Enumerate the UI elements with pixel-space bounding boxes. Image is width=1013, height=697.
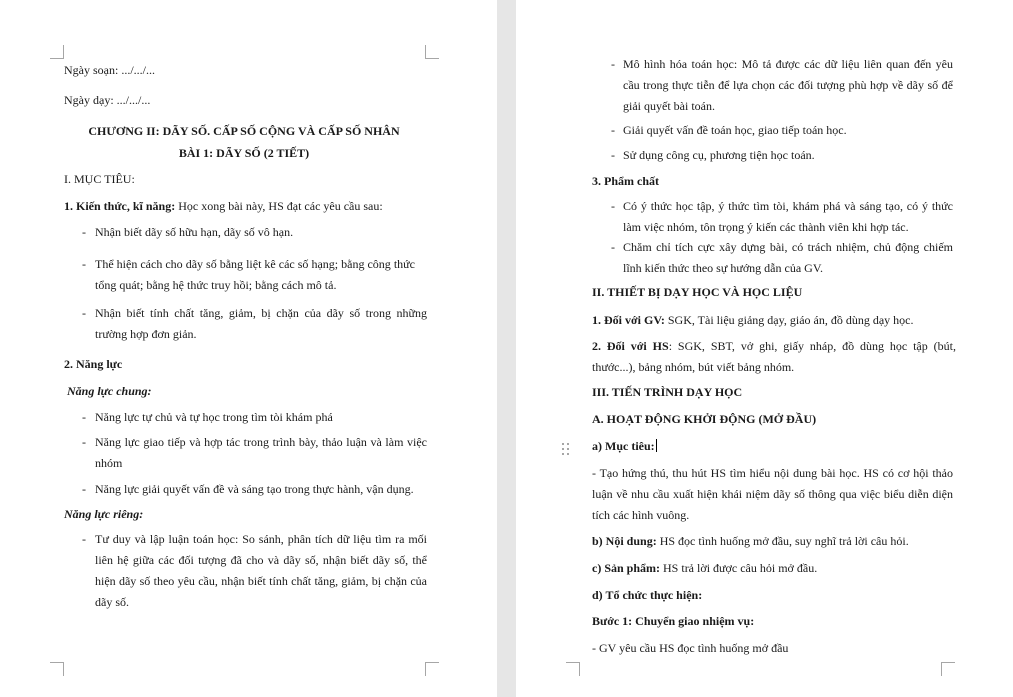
content-label: b) Nội dung: xyxy=(592,534,657,548)
qualities-item-1: Có ý thức học tập, ý thức tìm tòi, khám phá và sáng tạo, có ý thức làm việc nhóm, tôn trọng ý kiến các thành viên khi hợp tác. xyxy=(623,199,953,234)
objectives-heading: I. MỤC TIÊU: xyxy=(64,172,135,186)
bullet-dash: - xyxy=(82,257,86,271)
step1-heading: Bước 1: Chuyển giao nhiệm vụ: xyxy=(592,614,755,628)
product-label: c) Sản phẩm: xyxy=(592,561,661,575)
chapter-title: CHƯƠNG II: DÃY SỐ. CẤP SỐ CỘNG VÀ CẤP SỐ NHÂN xyxy=(88,124,400,138)
bullet-dash: - xyxy=(611,123,615,137)
bullet-dash: - xyxy=(611,148,615,162)
competence-heading: 2. Năng lực xyxy=(64,357,123,371)
qualities-item-2: Chăm chỉ tích cực xây dựng bài, có trách nhiệm, chủ động chiếm lĩnh kiến thức theo sự hướng dẫn của GV. xyxy=(623,240,953,275)
knowledge-item-2: Thể hiện cách cho dãy số bằng liệt kê các số hạng; bằng công thức tổng quát; bằng hệ thức truy hồi; bằng cách mô tả. xyxy=(95,257,415,292)
bullet-dash: - xyxy=(82,532,86,546)
qualities-heading: 3. Phẩm chất xyxy=(592,174,659,188)
bullet-dash: - xyxy=(611,199,615,213)
text-cursor xyxy=(656,439,657,452)
teacher-line xyxy=(592,310,914,331)
document-page-1[interactable] xyxy=(0,0,497,697)
student-label: 2. Đối với HS xyxy=(592,339,669,353)
goal-label: a) Mục tiêu: xyxy=(592,439,655,453)
lesson-title: BÀI 1: DÃY SỐ (2 TIẾT) xyxy=(178,146,310,160)
bullet-dash: - xyxy=(611,240,615,254)
content-text: HS đọc tình huống mở đầu, suy nghĩ trả lời câu hỏi. xyxy=(656,534,909,548)
teacher-text: SGK, Tài liệu giảng dạy, giáo án, đồ dùng dạy học. xyxy=(664,313,914,327)
crop-mark-bottom-left xyxy=(566,662,580,676)
student-line xyxy=(592,336,956,378)
bullet-dash: - xyxy=(82,306,86,320)
specific-item-2: Mô hình hóa toán học: Mô tả được các dữ liệu liên quan đến yêu cầu trong thực tiễn để lựa chọn các đối tượng phù hợp về dãy số để giải quyết bài toán. xyxy=(623,57,953,113)
bullet-dash: - xyxy=(82,435,86,449)
content-line xyxy=(592,531,909,552)
bullet-dash: - xyxy=(611,57,615,71)
knowledge-item-1: Nhận biết dãy số hữu hạn, dãy số vô hạn. xyxy=(95,225,294,239)
knowledge-item-3: Nhận biết tính chất tăng, giảm, bị chặn của dãy số trong những trường hợp đơn giản. xyxy=(95,306,427,341)
activity-heading: A. HOẠT ĐỘNG KHỞI ĐỘNG (MỞ ĐẦU) xyxy=(592,412,817,426)
crop-mark-bottom-right xyxy=(425,662,439,676)
student-text: : SGK, SBT, vở ghi, giấy nháp, đồ dùng học tập (bút, thước...), bảng nhóm, bút viết bảng nhóm. xyxy=(592,339,956,374)
equipment-heading: II. THIẾT BỊ DẠY HỌC VÀ HỌC LIỆU xyxy=(592,285,803,299)
document-page-2[interactable] xyxy=(516,0,1013,697)
page-gap xyxy=(497,0,516,697)
organize-heading: d) Tổ chức thực hiện: xyxy=(592,588,703,602)
specific-competence-heading: Năng lực riêng: xyxy=(64,507,144,521)
general-item-3: Năng lực giải quyết vấn đề và sáng tạo trong thực hành, vận dụng. xyxy=(95,482,414,496)
general-item-1: Năng lực tự chủ và tự học trong tìm tòi khám phá xyxy=(95,410,333,424)
specific-item-4: Sử dụng công cụ, phương tiện học toán. xyxy=(623,148,815,162)
knowledge-line xyxy=(64,196,383,217)
teach-date: Ngày dạy: .../.../... xyxy=(64,93,151,107)
bullet-dash: - xyxy=(82,225,86,239)
bullet-dash: - xyxy=(82,410,86,424)
crop-mark-bottom-left xyxy=(50,662,64,676)
knowledge-intro: Học xong bài này, HS đạt các yêu cầu sau: xyxy=(175,199,383,213)
product-text: HS trả lời được câu hỏi mở đầu. xyxy=(660,561,818,575)
prep-date: Ngày soạn: .../.../... xyxy=(64,63,155,77)
crop-mark-bottom-right xyxy=(941,662,955,676)
knowledge-heading: 1. Kiến thức, kĩ năng: xyxy=(64,199,176,213)
specific-item-1: Tư duy và lập luận toán học: So sánh, phân tích dữ liệu tìm ra mối liên hệ giữa các đối tượng đã cho và dãy số, nhận biết dãy số, thể hiện dãy số theo yêu cầu, nhận biết tính chất tăng, giảm, bị chặn của dãy số. xyxy=(95,532,427,609)
goal-text: - Tạo hứng thú, thu hút HS tìm hiểu nội dung bài học. HS có cơ hội thảo luận về nhu cầu xuất hiện khái niệm dãy số thông qua việc biểu diễn diện tích các hình vuông. xyxy=(592,466,953,522)
crop-mark-top-right xyxy=(425,45,439,59)
goal-line[interactable] xyxy=(592,436,657,457)
general-item-2: Năng lực giao tiếp và hợp tác trong trình bày, thảo luận và làm việc nhóm xyxy=(95,435,427,470)
process-heading: III. TIẾN TRÌNH DẠY HỌC xyxy=(592,385,743,399)
product-line xyxy=(592,558,817,579)
teacher-label: 1. Đối với GV: xyxy=(592,313,665,327)
bullet-dash: - xyxy=(82,482,86,496)
step1-text: - GV yêu cầu HS đọc tình huống mở đầu xyxy=(592,641,789,655)
specific-item-3: Giải quyết vấn đề toán học, giao tiếp toán học. xyxy=(623,123,847,137)
drag-handle-icon[interactable] xyxy=(562,443,570,457)
general-competence-heading: Năng lực chung: xyxy=(67,384,152,398)
crop-mark-top-left xyxy=(50,45,64,59)
